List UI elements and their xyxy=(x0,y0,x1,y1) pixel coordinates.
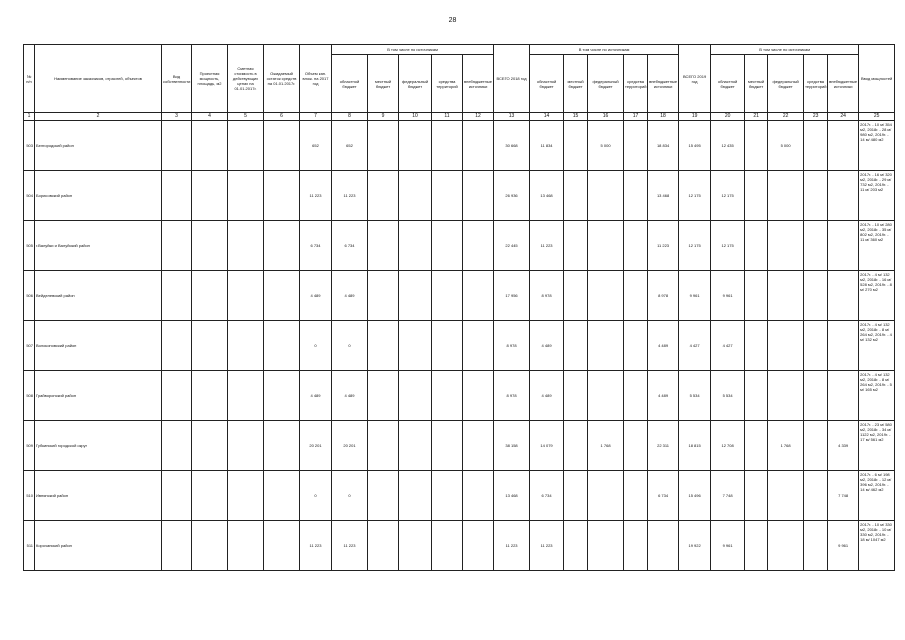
cell-col-17 xyxy=(624,321,648,371)
cell-col-19: 18 815 xyxy=(679,421,711,471)
column-number: 2 xyxy=(35,113,162,121)
cell-col-7: 0 xyxy=(300,471,332,521)
cell-col-24 xyxy=(828,121,859,171)
column-number: 8 xyxy=(332,113,368,121)
cell-col-19: 5 534 xyxy=(679,371,711,421)
cell-col-16: 1 768 xyxy=(588,421,624,471)
column-number: 11 xyxy=(432,113,463,121)
cell-col-15 xyxy=(564,221,588,271)
cell-col-18: 6 734 xyxy=(648,471,679,521)
header-territory: средства территорий xyxy=(804,55,828,113)
cell-col-18: 4 489 xyxy=(648,371,679,421)
row-number: 504 xyxy=(24,171,35,221)
cell-col-11 xyxy=(432,171,463,221)
table-row xyxy=(24,321,895,371)
row-name: Грайворонский район xyxy=(35,371,162,421)
cell-col-7: 11 223 xyxy=(300,521,332,571)
cell-col-5 xyxy=(228,321,264,371)
cell-col-15 xyxy=(564,171,588,221)
cell-col-4 xyxy=(192,521,228,571)
cell-col-17 xyxy=(624,221,648,271)
cell-col-22 xyxy=(768,221,804,271)
cell-col-23 xyxy=(804,371,828,421)
cell-col-20: 12 175 xyxy=(711,171,745,221)
cell-col-7: 4 489 xyxy=(300,371,332,421)
column-number: 9 xyxy=(368,113,399,121)
header-federal: федеральный бюджет xyxy=(768,55,804,113)
cell-col-8: 20 201 xyxy=(332,421,368,471)
cell-col-23 xyxy=(804,121,828,171)
cell-col-10 xyxy=(399,321,432,371)
cell-col-13: 17 956 xyxy=(494,271,530,321)
cell-col-6 xyxy=(264,171,300,221)
row-number: 507 xyxy=(24,321,35,371)
header-sources-2017: В том числе по источникам xyxy=(332,45,494,55)
cell-col-6 xyxy=(264,321,300,371)
header-regional: областной бюджет xyxy=(332,55,368,113)
column-number: 16 xyxy=(588,113,624,121)
cell-col-9 xyxy=(368,221,399,271)
table-row xyxy=(24,521,895,571)
column-number: 25 xyxy=(859,113,895,121)
table-row xyxy=(24,221,895,271)
table-row xyxy=(24,421,895,471)
cell-col-14: 11 834 xyxy=(530,121,564,171)
cell-col-22 xyxy=(768,321,804,371)
row-intro-note: 2017г. - 23 м/ 580 м2, 2018г. - 34 м/ 1122 м2, 2019г. - 17 м/ 561 м2 xyxy=(859,421,895,471)
cell-col-21 xyxy=(745,321,768,371)
header-capacity: Проектная мощность, площадь, м2 xyxy=(192,45,228,113)
cell-col-12 xyxy=(463,371,494,421)
header-total-2018: ВСЕГО 2018 год xyxy=(494,45,530,113)
cell-col-13: 26 936 xyxy=(494,171,530,221)
column-number: 22 xyxy=(768,113,804,121)
column-number: 17 xyxy=(624,113,648,121)
column-number-row xyxy=(24,113,895,121)
cell-col-20: 12 175 xyxy=(711,221,745,271)
header-cost: Сметная стоимость в действующих ценах на 01.01.2017г. xyxy=(228,45,264,113)
header-extra: внебюджетные источники xyxy=(463,55,494,113)
cell-col-4 xyxy=(192,121,228,171)
cell-col-20: 12 435 xyxy=(711,121,745,171)
cell-col-4 xyxy=(192,221,228,271)
table-row xyxy=(24,271,895,321)
cell-col-8: 11 223 xyxy=(332,171,368,221)
header-regional: областной бюджет xyxy=(530,55,564,113)
cell-col-18: 8 978 xyxy=(648,271,679,321)
cell-col-5 xyxy=(228,521,264,571)
cell-col-21 xyxy=(745,521,768,571)
cell-col-14: 14 079 xyxy=(530,421,564,471)
column-number: 18 xyxy=(648,113,679,121)
cell-col-12 xyxy=(463,421,494,471)
cell-col-12 xyxy=(463,471,494,521)
header-total-2019: ВСЕГО 2019 год xyxy=(679,45,711,113)
header-remainder: Ожидаемый остаток средств на 01.01.2017г. xyxy=(264,45,300,113)
column-number: 20 xyxy=(711,113,745,121)
column-number: 5 xyxy=(228,113,264,121)
cell-col-9 xyxy=(368,121,399,171)
cell-col-18: 4 489 xyxy=(648,321,679,371)
column-number: 13 xyxy=(494,113,530,121)
column-number: 14 xyxy=(530,113,564,121)
cell-col-4 xyxy=(192,421,228,471)
row-intro-note: 2017г. - 10 м/ 330 м2, 2018г. - 10 м/ 330 м2, 2019г. - 18 м/ 1047 м2 xyxy=(859,521,895,571)
cell-col-11 xyxy=(432,121,463,171)
row-name: Губкинский городской округ xyxy=(35,421,162,471)
cell-col-24 xyxy=(828,221,859,271)
cell-col-10 xyxy=(399,171,432,221)
cell-col-11 xyxy=(432,521,463,571)
cell-col-4 xyxy=(192,321,228,371)
cell-col-9 xyxy=(368,271,399,321)
cell-col-11 xyxy=(432,321,463,371)
column-number: 10 xyxy=(399,113,432,121)
cell-col-3 xyxy=(162,121,192,171)
cell-col-16 xyxy=(588,221,624,271)
cell-col-11 xyxy=(432,221,463,271)
cell-col-5 xyxy=(228,421,264,471)
cell-col-19: 15 495 xyxy=(679,121,711,171)
investment-table xyxy=(23,44,895,571)
row-name: Корочанский район xyxy=(35,521,162,571)
cell-col-14: 6 734 xyxy=(530,471,564,521)
cell-col-12 xyxy=(463,321,494,371)
cell-col-19: 4 427 xyxy=(679,321,711,371)
cell-col-22 xyxy=(768,471,804,521)
cell-col-7: 0 xyxy=(300,321,332,371)
cell-col-3 xyxy=(162,421,192,471)
cell-col-14: 8 978 xyxy=(530,271,564,321)
cell-col-6 xyxy=(264,371,300,421)
column-number: 19 xyxy=(679,113,711,121)
cell-col-22: 5 000 xyxy=(768,121,804,171)
cell-col-14: 4 489 xyxy=(530,321,564,371)
row-number: 505 xyxy=(24,221,35,271)
column-number: 1 xyxy=(24,113,35,121)
header-intro: Ввод мощностей xyxy=(859,45,895,113)
cell-col-12 xyxy=(463,521,494,571)
cell-col-13: 8 978 xyxy=(494,321,530,371)
row-intro-note: 2017г. - 4 м/ 132 м2, 2018г. - 16 м/ 528 м2, 2019г. - 8 м/ 270 м2 xyxy=(859,271,895,321)
cell-col-20: 9 961 xyxy=(711,521,745,571)
header-regional: областной бюджет xyxy=(711,55,745,113)
cell-col-11 xyxy=(432,421,463,471)
cell-col-21 xyxy=(745,271,768,321)
cell-col-24: 7 748 xyxy=(828,471,859,521)
header-extra: внебюджетные источники xyxy=(828,55,859,113)
cell-col-15 xyxy=(564,271,588,321)
cell-col-17 xyxy=(624,471,648,521)
cell-col-23 xyxy=(804,521,828,571)
cell-col-8: 4 489 xyxy=(332,271,368,321)
cell-col-6 xyxy=(264,121,300,171)
header-territory: средства территорий xyxy=(432,55,463,113)
cell-col-13: 38 158 xyxy=(494,421,530,471)
cell-col-20: 12 708 xyxy=(711,421,745,471)
header-federal: федеральный бюджет xyxy=(399,55,432,113)
cell-col-3 xyxy=(162,521,192,571)
cell-col-20: 9 961 xyxy=(711,271,745,321)
cell-col-23 xyxy=(804,271,828,321)
cell-col-21 xyxy=(745,221,768,271)
cell-col-20: 5 534 xyxy=(711,371,745,421)
cell-col-20: 7 748 xyxy=(711,471,745,521)
cell-col-22: 1 768 xyxy=(768,421,804,471)
table-row xyxy=(24,171,895,221)
cell-col-18 xyxy=(648,521,679,571)
cell-col-8: 4 489 xyxy=(332,371,368,421)
column-number: 23 xyxy=(804,113,828,121)
header-extra: внебюджетные источники xyxy=(648,55,679,113)
cell-col-9 xyxy=(368,471,399,521)
cell-col-8: 0 xyxy=(332,471,368,521)
column-number: 12 xyxy=(463,113,494,121)
cell-col-7: 4 489 xyxy=(300,271,332,321)
cell-col-11 xyxy=(432,271,463,321)
cell-col-9 xyxy=(368,371,399,421)
table-row xyxy=(24,121,895,171)
row-number: 503 xyxy=(24,121,35,171)
cell-col-24 xyxy=(828,371,859,421)
cell-col-9 xyxy=(368,421,399,471)
column-number: 24 xyxy=(828,113,859,121)
table-row xyxy=(24,371,895,421)
cell-col-23 xyxy=(804,321,828,371)
cell-col-13: 13 468 xyxy=(494,471,530,521)
cell-col-19: 12 175 xyxy=(679,171,711,221)
cell-col-24 xyxy=(828,321,859,371)
cell-col-22 xyxy=(768,271,804,321)
cell-col-21 xyxy=(745,121,768,171)
cell-col-15 xyxy=(564,421,588,471)
cell-col-16 xyxy=(588,321,624,371)
cell-col-15 xyxy=(564,371,588,421)
row-intro-note: 2017г. - 6 м/ 198 м2, 2018г. - 12 м/ 396 м2, 2019г. - 14 м/ 462 м2 xyxy=(859,471,895,521)
cell-col-8: 6 734 xyxy=(332,221,368,271)
cell-col-15 xyxy=(564,521,588,571)
row-name: Борисовский район xyxy=(35,171,162,221)
cell-col-4 xyxy=(192,471,228,521)
cell-col-10 xyxy=(399,371,432,421)
header-sources-2018: В том числе по источникам xyxy=(530,45,679,55)
cell-col-9 xyxy=(368,171,399,221)
cell-col-13: 8 978 xyxy=(494,371,530,421)
cell-col-23 xyxy=(804,171,828,221)
cell-col-16 xyxy=(588,171,624,221)
row-number: 511 xyxy=(24,521,35,571)
cell-col-8: 11 223 xyxy=(332,521,368,571)
cell-col-7: 6 734 xyxy=(300,221,332,271)
column-number: 4 xyxy=(192,113,228,121)
cell-col-15 xyxy=(564,471,588,521)
cell-col-5 xyxy=(228,371,264,421)
row-intro-note: 2017г. - 10 м/ 354 м2, 2018г. - 28 м/ 980 м2, 2019г. - 14 м/ 480 м2 xyxy=(859,121,895,171)
column-number: 21 xyxy=(745,113,768,121)
cell-col-21 xyxy=(745,171,768,221)
header-num: № п/п xyxy=(24,45,35,113)
cell-col-16 xyxy=(588,371,624,421)
header-local: местный бюджет xyxy=(564,55,588,113)
cell-col-24 xyxy=(828,171,859,221)
column-number: 7 xyxy=(300,113,332,121)
column-number: 3 xyxy=(162,113,192,121)
cell-col-12 xyxy=(463,121,494,171)
column-number: 15 xyxy=(564,113,588,121)
cell-col-3 xyxy=(162,371,192,421)
cell-col-11 xyxy=(432,471,463,521)
cell-col-16: 5 000 xyxy=(588,121,624,171)
cell-col-5 xyxy=(228,221,264,271)
cell-col-17 xyxy=(624,271,648,321)
cell-col-7: 652 xyxy=(300,121,332,171)
cell-col-21 xyxy=(745,471,768,521)
cell-col-15 xyxy=(564,121,588,171)
row-name: г.Валуйки и Валуйский район xyxy=(35,221,162,271)
cell-col-24: 9 961 xyxy=(828,521,859,571)
cell-col-10 xyxy=(399,471,432,521)
header-local: местный бюджет xyxy=(368,55,399,113)
cell-col-9 xyxy=(368,321,399,371)
row-number: 508 xyxy=(24,371,35,421)
cell-col-18: 13 468 xyxy=(648,171,679,221)
cell-col-17 xyxy=(624,371,648,421)
row-name: Белгородский район xyxy=(35,121,162,171)
cell-col-10 xyxy=(399,421,432,471)
cell-col-22 xyxy=(768,521,804,571)
row-name: Волоконовский район xyxy=(35,321,162,371)
cell-col-7: 11 223 xyxy=(300,171,332,221)
cell-col-7: 20 201 xyxy=(300,421,332,471)
cell-col-9 xyxy=(368,521,399,571)
cell-col-5 xyxy=(228,271,264,321)
cell-col-23 xyxy=(804,421,828,471)
cell-col-8: 0 xyxy=(332,321,368,371)
cell-col-4 xyxy=(192,171,228,221)
header-name: Наименование заказчиков, отраслей, объектов xyxy=(35,45,162,113)
page-number: 28 xyxy=(448,17,457,24)
header-territory: средства территорий xyxy=(624,55,648,113)
cell-col-24: 4 339 xyxy=(828,421,859,471)
cell-col-22 xyxy=(768,171,804,221)
cell-col-11 xyxy=(432,371,463,421)
cell-col-21 xyxy=(745,421,768,471)
cell-col-3 xyxy=(162,471,192,521)
cell-col-10 xyxy=(399,221,432,271)
cell-col-5 xyxy=(228,471,264,521)
cell-col-17 xyxy=(624,521,648,571)
cell-col-14: 13 468 xyxy=(530,171,564,221)
row-number: 506 xyxy=(24,271,35,321)
cell-col-5 xyxy=(228,121,264,171)
row-number: 510 xyxy=(24,471,35,521)
header-volume-2017: Объем кап. влож. на 2017 год xyxy=(300,45,332,113)
cell-col-4 xyxy=(192,371,228,421)
row-name: Вейделевский район xyxy=(35,271,162,321)
header-federal: федеральный бюджет xyxy=(588,55,624,113)
cell-col-14: 4 489 xyxy=(530,371,564,421)
row-intro-note: 2017г. - 4 м/ 132 м2, 2018г. - 8 м/ 264 м2, 2019г. - 5 м/ 165 м2 xyxy=(859,371,895,421)
cell-col-23 xyxy=(804,471,828,521)
cell-col-19: 12 175 xyxy=(679,221,711,271)
cell-col-17 xyxy=(624,421,648,471)
cell-col-8: 652 xyxy=(332,121,368,171)
cell-col-10 xyxy=(399,271,432,321)
cell-col-19: 15 496 xyxy=(679,471,711,521)
cell-col-10 xyxy=(399,121,432,171)
cell-col-19: 19 922 xyxy=(679,521,711,571)
cell-col-16 xyxy=(588,271,624,321)
cell-col-3 xyxy=(162,271,192,321)
table-row xyxy=(24,471,895,521)
cell-col-3 xyxy=(162,221,192,271)
cell-col-12 xyxy=(463,271,494,321)
cell-col-13: 22 445 xyxy=(494,221,530,271)
cell-col-19: 9 961 xyxy=(679,271,711,321)
cell-col-6 xyxy=(264,471,300,521)
cell-col-12 xyxy=(463,221,494,271)
cell-col-16 xyxy=(588,521,624,571)
cell-col-10 xyxy=(399,521,432,571)
row-intro-note: 2017г. - 10 м/ 280 м2, 2018г. - 35 м/ 802 м2, 2019г. - 11 м/ 360 м2 xyxy=(859,221,895,271)
cell-col-6 xyxy=(264,221,300,271)
cell-col-6 xyxy=(264,521,300,571)
cell-col-14: 11 223 xyxy=(530,221,564,271)
header-local: местный бюджет xyxy=(745,55,768,113)
row-intro-note: 2017г. - 16 м/ 320 м2, 2018г. - 29 м/ 732 м2, 2019г. - 11 м/ 203 м2 xyxy=(859,171,895,221)
cell-col-12 xyxy=(463,171,494,221)
header-type: Вид собственности xyxy=(162,45,192,113)
cell-col-17 xyxy=(624,171,648,221)
cell-col-3 xyxy=(162,321,192,371)
row-intro-note: 2017г. - 4 м/ 132 м2, 2018г. - 8 м/ 264 м2, 2019г. - 4 м/ 132 м2 xyxy=(859,321,895,371)
column-number: 6 xyxy=(264,113,300,121)
cell-col-18: 11 223 xyxy=(648,221,679,271)
cell-col-5 xyxy=(228,171,264,221)
cell-col-14: 11 223 xyxy=(530,521,564,571)
cell-col-4 xyxy=(192,271,228,321)
row-name: Ивнянский район xyxy=(35,471,162,521)
cell-col-13: 11 223 xyxy=(494,521,530,571)
table-body xyxy=(24,121,895,571)
cell-col-22 xyxy=(768,371,804,421)
cell-col-15 xyxy=(564,321,588,371)
cell-col-6 xyxy=(264,271,300,321)
cell-col-3 xyxy=(162,171,192,221)
row-number: 509 xyxy=(24,421,35,471)
cell-col-23 xyxy=(804,221,828,271)
cell-col-24 xyxy=(828,271,859,321)
cell-col-20: 4 427 xyxy=(711,321,745,371)
cell-col-6 xyxy=(264,421,300,471)
header-sources-2019: В том числе по источникам xyxy=(711,45,859,55)
cell-col-18: 18 834 xyxy=(648,121,679,171)
cell-col-17 xyxy=(624,121,648,171)
cell-col-21 xyxy=(745,371,768,421)
cell-col-18: 22 311 xyxy=(648,421,679,471)
cell-col-13: 30 668 xyxy=(494,121,530,171)
cell-col-16 xyxy=(588,471,624,521)
